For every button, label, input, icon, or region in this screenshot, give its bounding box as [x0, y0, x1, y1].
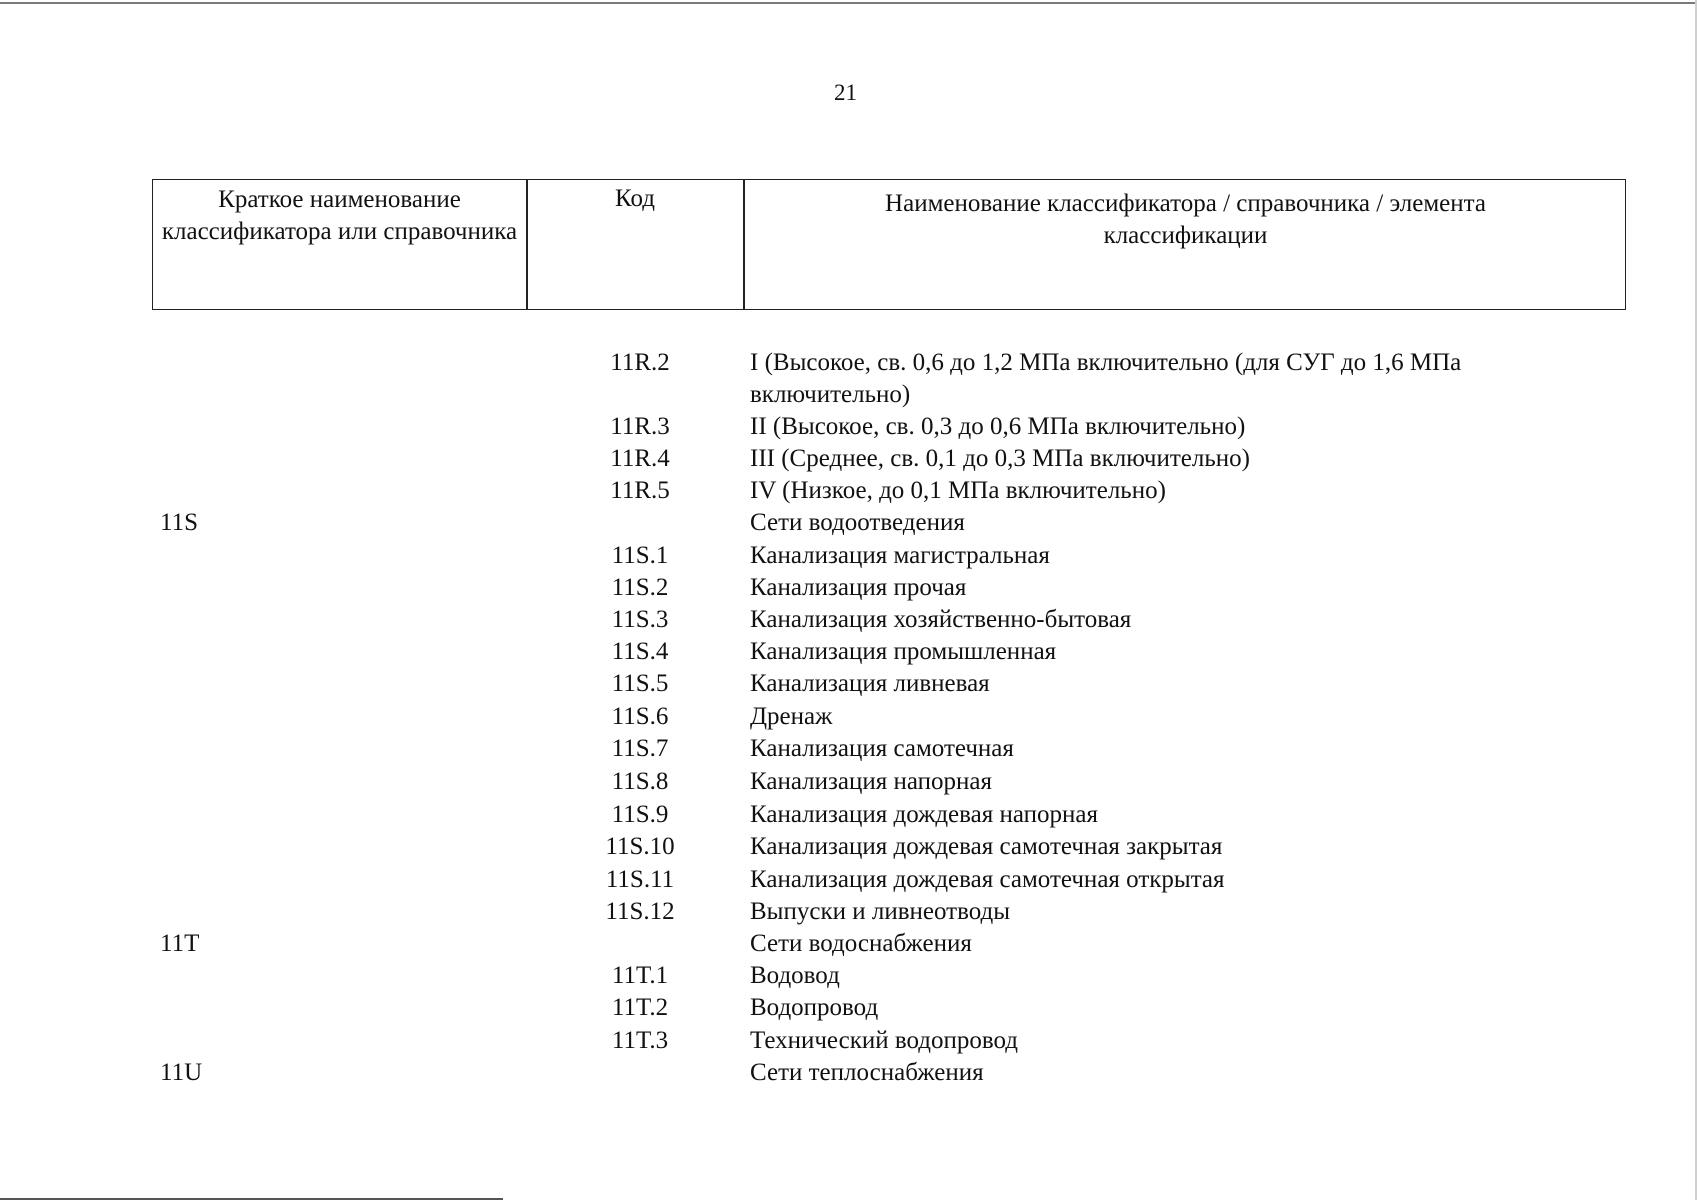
table-row: [0, 1057, 1697, 1089]
row-name: Дренаж: [750, 703, 833, 730]
row-short: 11T: [160, 930, 200, 957]
table-header: [152, 179, 1626, 310]
row-code: 11R.2: [610, 349, 670, 376]
row-name: Сети водоснабжения: [750, 930, 972, 957]
row-name: I (Высокое, св. 0,6 до 1,2 МПа включительно (для СУГ до 1,6 МПа включительно): [750, 349, 1462, 408]
bottom-border-line: [0, 1198, 503, 1200]
table-row: [0, 604, 1697, 636]
row-code: 11S.11: [605, 866, 675, 893]
row-code: 11S.8: [611, 768, 669, 795]
table-row: [0, 475, 1697, 507]
row-name: Канализация дождевая самотечная открытая: [750, 866, 1225, 893]
row-name: Водовод: [750, 962, 840, 989]
top-border-line: [0, 2, 1697, 4]
row-code: 11R.3: [610, 413, 670, 440]
row-short: 11S: [160, 509, 198, 536]
row-code: 11S.9: [611, 801, 669, 828]
table-row: [0, 507, 1697, 539]
table-row: [0, 960, 1697, 992]
table-row: [0, 701, 1697, 733]
page-number: 21: [834, 80, 857, 105]
row-code: 11S.3: [611, 606, 669, 633]
table-row: [0, 733, 1697, 765]
row-name: Водопровод: [750, 994, 879, 1021]
row-code: 11S.5: [611, 670, 669, 697]
row-name: Канализация промышленная: [750, 638, 1057, 665]
table-row: [0, 864, 1697, 896]
row-code: 11T.2: [611, 994, 669, 1021]
row-name: Канализация прочая: [750, 574, 967, 601]
header-full-name: Наименование классификатора / справочника / элемента классификации: [885, 190, 1486, 249]
row-name: Канализация дождевая самотечная закрытая: [750, 833, 1223, 860]
row-code: 11S.7: [611, 735, 669, 762]
table-row: [0, 766, 1697, 798]
table-row: [0, 572, 1697, 604]
table-row: [0, 831, 1697, 863]
row-code: 11S.2: [611, 574, 669, 601]
row-name: Канализация ливневая: [750, 670, 990, 697]
row-name: Сети водоотведения: [750, 509, 965, 536]
row-name: Выпуски и ливнеотводы: [750, 898, 1011, 925]
row-name: III (Среднее, св. 0,1 до 0,3 МПа включительно): [750, 445, 1250, 472]
row-name: Канализация магистральная: [750, 542, 1050, 569]
row-code: 11T.3: [611, 1027, 669, 1054]
row-name: IV (Низкое, до 0,1 МПа включительно): [750, 477, 1166, 504]
table-row: [0, 928, 1697, 960]
row-name: Канализация хозяйственно-бытовая: [750, 606, 1132, 633]
table-row: [0, 540, 1697, 572]
row-name: Канализация дождевая напорная: [750, 801, 1098, 828]
table-row: [0, 1025, 1697, 1057]
row-code: 11R.4: [610, 445, 670, 472]
table-row: [0, 636, 1697, 668]
row-code: 11S.6: [611, 703, 669, 730]
row-code: 11S.10: [605, 833, 675, 860]
row-name: Канализация самотечная: [750, 735, 1014, 762]
table-row: [0, 411, 1697, 443]
table-row: [0, 992, 1697, 1024]
row-code: 11T.1: [611, 962, 669, 989]
table-row: [0, 347, 1697, 408]
table-row: [0, 799, 1697, 831]
row-code: 11S.4: [611, 638, 669, 665]
row-short: 11U: [160, 1059, 203, 1086]
row-name: Канализация напорная: [750, 768, 992, 795]
row-name: Технический водопровод: [750, 1027, 1019, 1054]
row-name: Сети теплоснабжения: [750, 1059, 984, 1086]
row-code: 11R.5: [610, 477, 670, 504]
header-code: Код: [615, 185, 655, 212]
header-short-name: Краткое наименование классификатора или справочника: [161, 186, 518, 245]
row-code: 11S.12: [605, 898, 675, 925]
table-row: [0, 668, 1697, 700]
table-row: [0, 443, 1697, 475]
table-row: [0, 896, 1697, 928]
row-name: II (Высокое, св. 0,3 до 0,6 МПа включительно): [750, 413, 1246, 440]
row-code: 11S.1: [611, 542, 669, 569]
